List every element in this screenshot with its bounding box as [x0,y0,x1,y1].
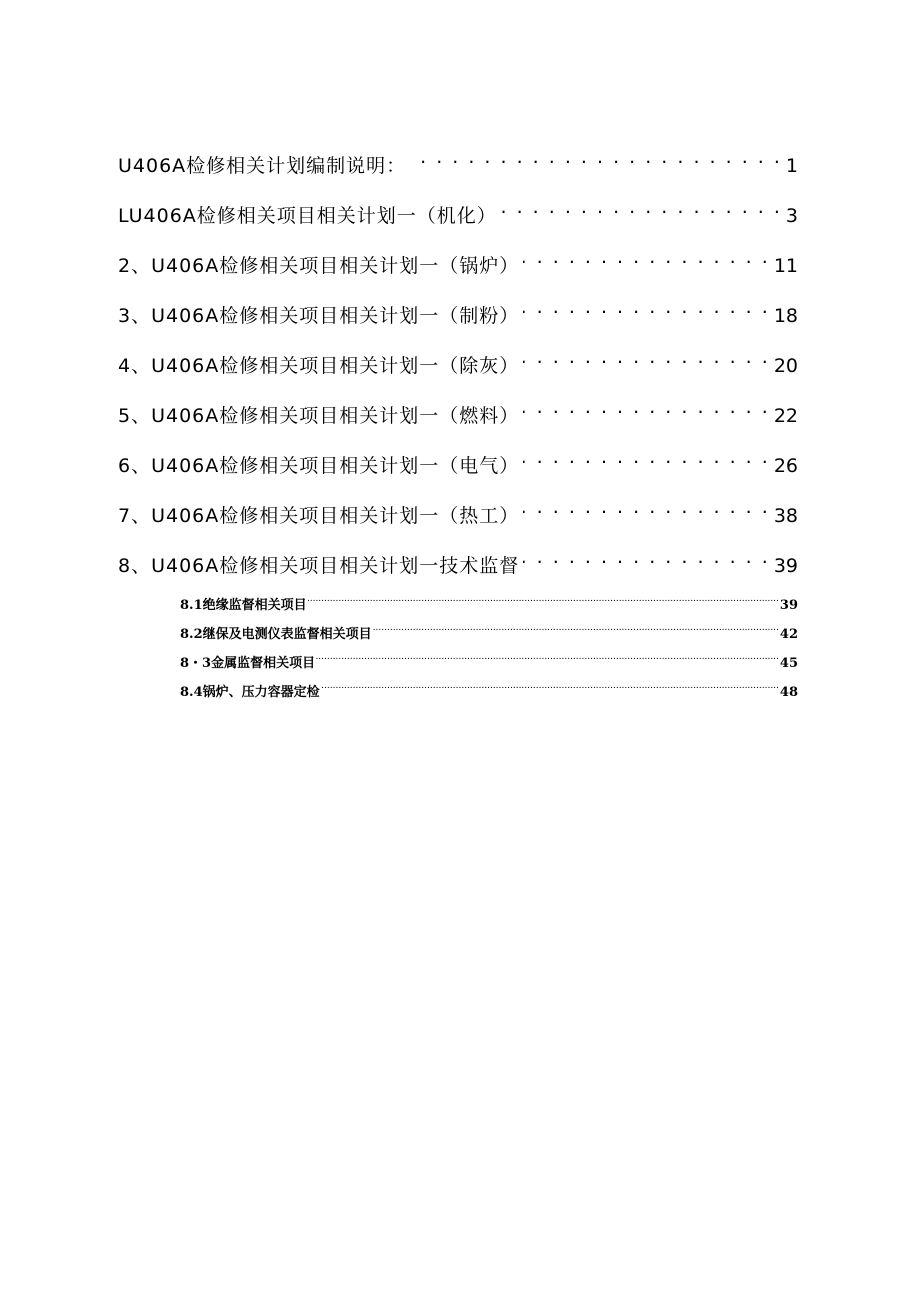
toc-entry-title: 3、U406A检修相关项目相关计划一（制粉） [118,305,520,327]
toc-entry[interactable] [118,492,798,527]
toc-entry[interactable] [118,392,798,427]
toc-entry[interactable] [118,192,798,227]
toc-page-number: 42 [779,627,798,642]
toc-entry[interactable] [118,442,798,477]
toc-page-number: 48 [779,685,798,700]
toc-page-number: 39 [779,598,798,613]
dot-leader [523,542,770,572]
dot-leader [308,589,779,609]
dot-leader [523,442,770,472]
toc-page-number: 45 [779,656,798,671]
toc-entry-title: 6、U406A检修相关项目相关计划一（电气） [118,455,520,477]
toc-entry-title: 8、U406A检修相关项目相关计划一技术监督 [118,555,520,577]
dot-leader [523,242,770,272]
toc-entry[interactable] [118,542,798,577]
toc-entry-title: 2、U406A检修相关项目相关计划一（锅炉） [118,255,520,277]
toc-page-number: 18 [773,305,798,327]
toc-subentry[interactable] [180,618,798,642]
toc-page-number: 3 [785,205,798,227]
toc-page-number: 20 [773,355,798,377]
toc-entry[interactable] [118,142,798,177]
toc-page-number: 11 [773,255,798,277]
toc-page-number: 26 [773,455,798,477]
toc-entry-title: 5、U406A检修相关项目相关计划一（燃料） [118,405,520,427]
toc-page-number: 38 [773,505,798,527]
toc-subentry-title: 8・3金属监督相关项目 [180,656,316,671]
toc-subentry-title: 8.4锅炉、压力容器定检 [180,685,320,700]
dot-leader [523,392,770,422]
toc-page-number: 39 [773,555,798,577]
dot-leader [501,192,782,222]
toc-subentry[interactable] [180,589,798,613]
toc-subentry[interactable] [180,647,798,671]
toc-subentry[interactable] [180,676,798,700]
toc-entry[interactable] [118,242,798,277]
toc-subentry-title: 8.2继保及电测仪表监督相关项目 [180,627,372,642]
toc-entry[interactable] [118,342,798,377]
dot-leader [321,676,779,696]
dot-leader [523,492,770,522]
toc-subentry-title: 8.1绝缘监督相关项目 [180,598,307,613]
dot-leader [410,142,782,172]
toc-entry-title: 4、U406A检修相关项目相关计划一（除灰） [118,355,520,377]
toc-entry-title: 7、U406A检修相关项目相关计划一（热工） [118,505,520,527]
toc-page-number: 1 [785,155,798,177]
toc-entry[interactable] [118,292,798,327]
dot-leader [523,292,770,322]
toc-entry-title: LU406A检修相关项目相关计划一（机化） [118,205,497,227]
dot-leader [316,647,779,667]
dot-leader [373,618,779,638]
dot-leader [523,342,770,372]
toc-page-number: 22 [773,405,798,427]
toc-entry-title: U406A检修相关计划编制说明： [118,155,407,177]
